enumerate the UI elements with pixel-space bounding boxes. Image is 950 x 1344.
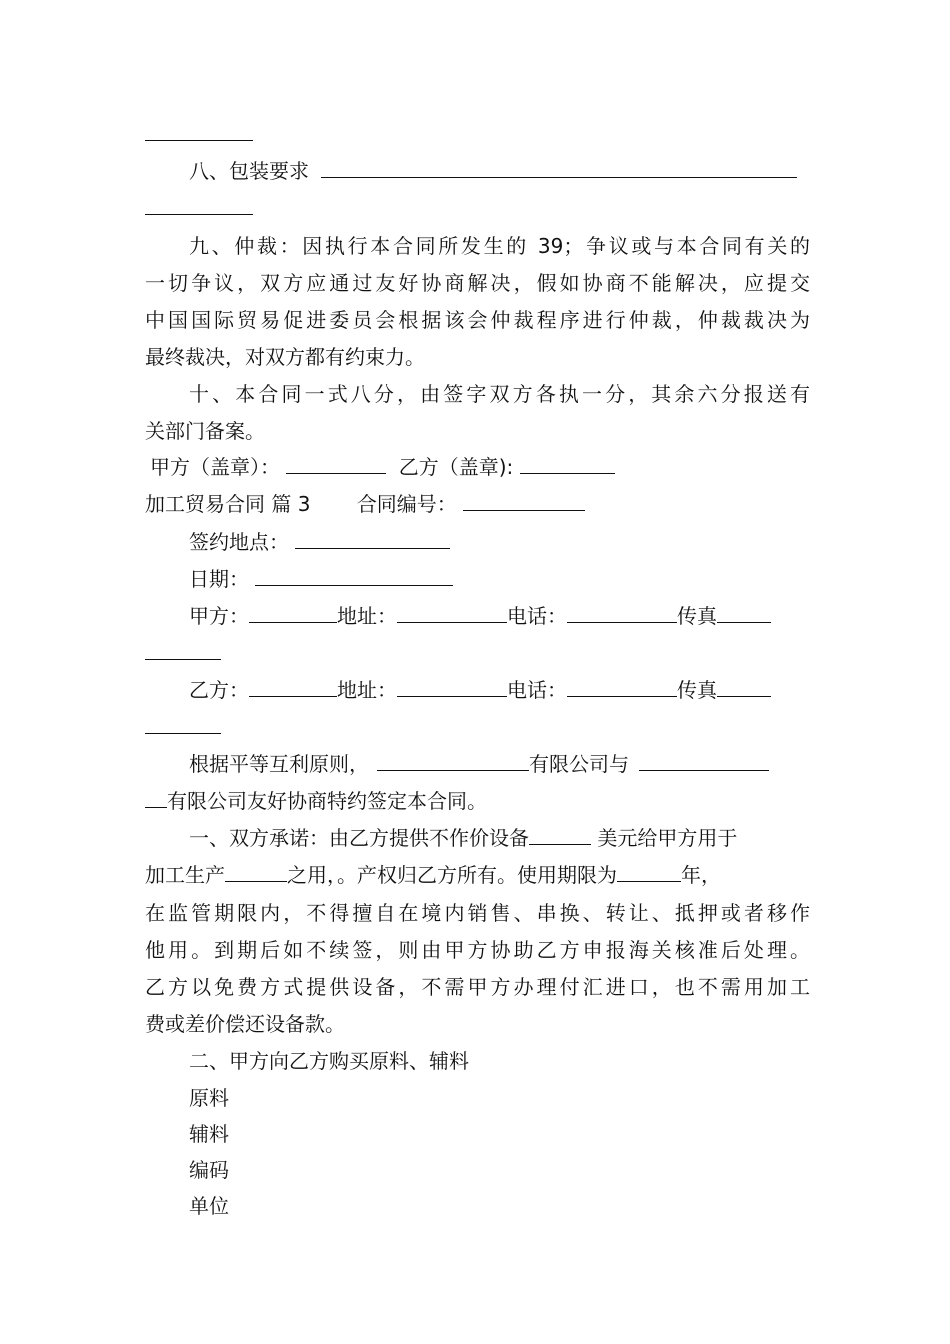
principle-text: 根据平等互利原则， — [189, 752, 369, 776]
blank-line — [145, 196, 810, 220]
term-years-blank — [617, 863, 681, 882]
fill-blank — [145, 641, 221, 660]
clause-1-line: 在监管期限内，不得擅自在境内销售、串换、转让、抵押或者移作 — [145, 901, 810, 925]
blank-line — [145, 715, 810, 739]
date-label: 日期： — [189, 567, 249, 591]
principle-text: 有限公司友好协商特约签定本合同。 — [167, 789, 487, 813]
party-a-phone-label: 电话： — [507, 604, 567, 628]
party-b-address-label: 地址： — [337, 678, 397, 702]
contract-3-title: 加工贸易合同 篇 3 — [145, 492, 311, 516]
party-b-label: 乙方： — [189, 678, 249, 702]
principle-line — [189, 752, 810, 776]
fill-blank — [567, 678, 677, 697]
signing-place-row — [189, 530, 810, 554]
clause-1-text: 年， — [681, 863, 721, 887]
fill-blank — [145, 122, 253, 141]
fill-blank — [397, 604, 507, 623]
party-b-info-row — [189, 678, 810, 702]
clause-2-item: 单位 — [189, 1194, 229, 1218]
section-10-line: 十、本合同一式八分，由签字双方各执一分，其余六分报送有 — [189, 382, 810, 406]
section-10-line: 关部门备案。 — [145, 419, 265, 443]
clause-1-line — [145, 863, 810, 887]
section-8-label: 八、包装要求 — [189, 159, 309, 183]
clause-1-line — [189, 826, 810, 850]
clause-2-title: 二、甲方向乙方购买原料、辅料 — [189, 1049, 469, 1073]
product-blank — [225, 863, 287, 882]
party-a-label: 甲方： — [189, 604, 249, 628]
date-blank — [255, 567, 453, 586]
party-a-fax-label: 传真 — [677, 604, 717, 628]
clause-1-line: 乙方以免费方式提供设备，不需甲方办理付汇进口，也不需用加工 — [145, 975, 810, 999]
fill-blank — [249, 678, 337, 697]
clause-1-text: 一、双方承诺：由乙方提供不作价设备 — [189, 826, 529, 850]
clause-2-item: 辅料 — [189, 1122, 229, 1146]
contract-number-label: 合同编号： — [356, 492, 457, 516]
section-9-line: 九、仲裁：因执行本合同所发生的 39；争议或与本合同有关的 — [189, 234, 810, 258]
company-a-blank — [377, 752, 529, 771]
blank-line — [145, 122, 810, 146]
blank-line — [145, 641, 810, 665]
fill-blank — [321, 159, 797, 178]
clause-2-item: 原料 — [189, 1086, 229, 1110]
clause-2-item: 编码 — [189, 1158, 229, 1182]
signing-place-blank — [295, 530, 450, 549]
equipment-amount-blank — [529, 826, 591, 845]
fill-blank — [145, 715, 221, 734]
party-b-seal-blank — [520, 455, 615, 474]
clause-1-line: 他用。到期后如不续签，则由甲方协助乙方申报海关核准后处理。 — [145, 938, 810, 962]
seal-row — [150, 455, 815, 479]
party-b-seal-label: 乙方（盖章): — [398, 455, 514, 479]
clause-1-text: 之用，。产权归乙方所有。使用期限为 — [287, 863, 617, 887]
contract-3-heading — [145, 492, 810, 516]
contract-number-blank — [463, 492, 585, 511]
fill-blank — [145, 196, 253, 215]
party-a-seal-label: 甲方（盖章）： — [150, 455, 280, 479]
fill-blank — [717, 604, 771, 623]
fill-blank — [567, 604, 677, 623]
principle-text: 有限公司与 — [529, 752, 629, 776]
date-row — [189, 567, 810, 591]
fill-blank — [397, 678, 507, 697]
principle-line — [145, 789, 810, 813]
company-b-blank — [639, 752, 769, 771]
company-b-blank-cont — [145, 789, 167, 808]
fill-blank — [717, 678, 771, 697]
clause-1-line: 费或差价偿还设备款。 — [145, 1012, 345, 1036]
section-9-line: 最终裁决，对双方都有约束力。 — [145, 345, 425, 369]
section-8-packing — [189, 159, 810, 183]
section-9-line: 中国国际贸易促进委员会根据该会仲裁程序进行仲裁，仲裁裁决为 — [145, 308, 810, 332]
fill-blank — [249, 604, 337, 623]
section-9-line: 一切争议，双方应通过友好协商解决，假如协商不能解决，应提交 — [145, 271, 810, 295]
signing-place-label: 签约地点： — [189, 530, 289, 554]
clause-1-text: 美元给甲方用于 — [591, 826, 738, 850]
party-a-address-label: 地址： — [337, 604, 397, 628]
clause-1-text: 加工生产 — [145, 863, 225, 887]
party-a-info-row — [189, 604, 810, 628]
party-b-phone-label: 电话： — [507, 678, 567, 702]
party-b-fax-label: 传真 — [677, 678, 717, 702]
party-a-seal-blank — [286, 455, 386, 474]
